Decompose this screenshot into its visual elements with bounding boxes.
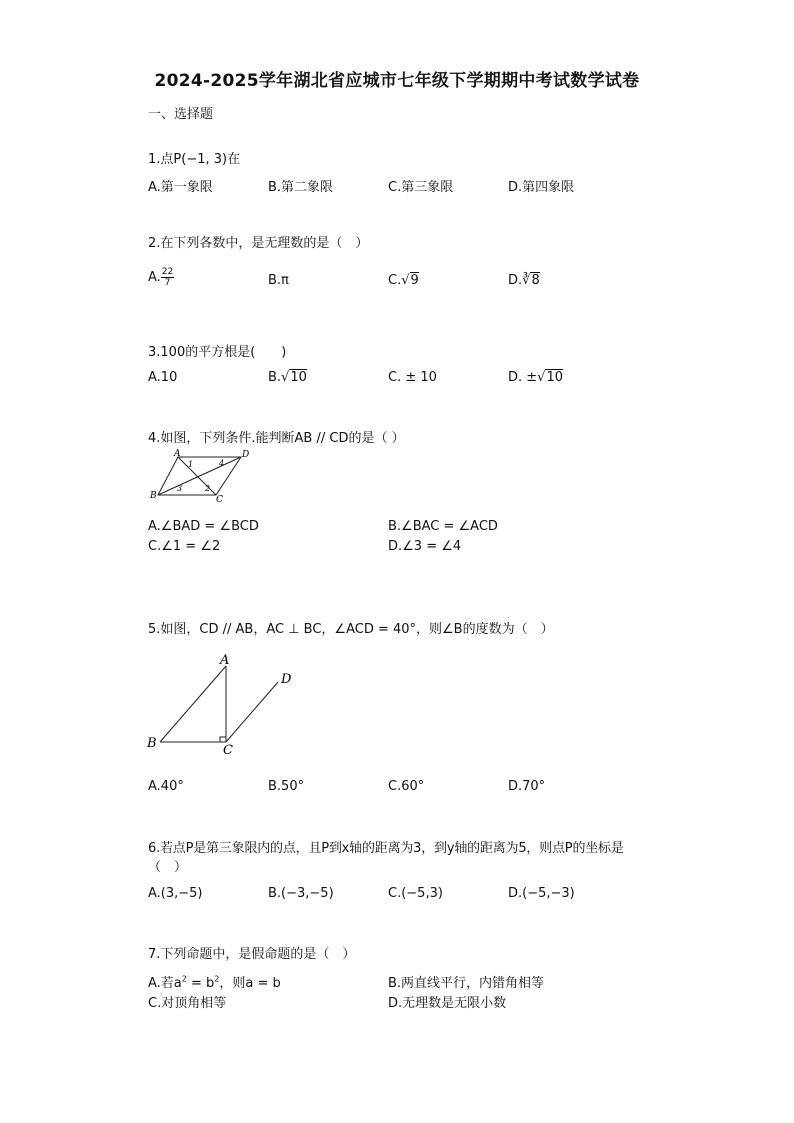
question-5-option-c: C.60° [388,779,425,794]
label-angle-2: 2 [205,484,211,493]
option-prefix: D.∛ [508,273,531,288]
question-6-stem-continued: （ ） [148,860,188,875]
label-c: C [223,743,233,758]
page-title: 2024-2025学年湖北省应城市七年级下学期期中考试数学试卷 [154,71,640,91]
option-letter: A. [148,270,161,285]
question-6-option-c: C.(−5,3) [388,886,443,901]
question-3-option-a: A.10 [148,370,178,385]
question-7-option-b: B.两直线平行，内错角相等 [388,976,545,991]
question-6-option-a: A.(3,−5) [148,886,203,901]
label-d: D [281,672,292,687]
label-angle-4: 4 [219,459,225,468]
question-6-stem: 6.若点P是第三象限内的点，且P到x轴的距离为3，到y轴的距离为5，则点P的坐标是 [148,841,624,856]
label-angle-3: 3 [177,484,183,493]
segment-cd [226,682,278,742]
option-prefix: D. ±√ [508,370,546,385]
radicand: 10 [290,370,307,385]
label-a: A [220,653,230,668]
question-7-option-d: D.无理数是无限小数 [388,996,507,1011]
question-2-stem: 2.在下列各数中，是无理数的是（ ） [148,236,369,251]
label-b: B [147,736,157,751]
question-7-option-a [148,972,281,991]
diagonal-ac [178,457,216,495]
option-text: ，则a = b [219,976,281,991]
radicand: 8 [531,273,540,288]
question-3-option-b [268,370,307,385]
option-prefix: B.√ [268,370,290,385]
exponent: 2 [181,974,187,984]
radicand: 10 [546,370,563,385]
question-2-option-a [148,267,174,288]
radicand: 9 [410,273,419,288]
question-3-option-c: C. ± 10 [388,370,437,385]
question-6-option-b: B.(−3,−5) [268,886,334,901]
triangle-figure [140,648,310,758]
question-1-option-c: C.第三象限 [388,180,454,195]
question-6-option-d: D.(−5,−3) [508,886,575,901]
parallelogram-figure [148,448,258,504]
question-4-option-b: B.∠BAC = ∠ACD [388,519,498,534]
question-5-option-d: D.70° [508,779,546,794]
label-b: B [150,491,157,501]
question-4-stem: 4.如图，下列条件.能判断AB // CD的是（ ） [148,431,405,446]
option-text: = b [186,976,215,991]
question-1-option-b: B.第二象限 [268,180,334,195]
question-4-option-c: C.∠1 = ∠2 [148,539,221,554]
question-2-option-b: B.π [268,273,289,288]
segment-ab [160,666,226,742]
question-7-option-c: C.对顶角相等 [148,996,227,1011]
exponent: 2 [214,974,220,984]
label-a: A [174,449,181,459]
question-2-option-d [508,273,540,288]
section-heading: 一、选择题 [148,107,214,122]
fraction-numerator: 22 [161,267,174,277]
right-angle-mark [220,737,226,742]
question-7-stem: 7.下列命题中，是假命题的是（ ） [148,947,356,962]
fraction [161,267,174,288]
question-2-option-c [388,273,419,288]
option-text: A.若a [148,976,182,991]
question-5-stem: 5.如图，CD // AB，AC ⊥ BC，∠ACD = 40°，则∠B的度数为（ ） [148,622,554,637]
question-1-option-d: D.第四象限 [508,180,575,195]
question-5-option-a: A.40° [148,779,184,794]
question-4-option-d: D.∠3 = ∠4 [388,539,462,554]
question-4-option-a: A.∠BAD = ∠BCD [148,519,259,534]
option-prefix: C.√ [388,273,410,288]
question-3-stem: 3.100的平方根是( ) [148,345,287,360]
label-angle-1: 1 [188,460,194,469]
question-5-option-b: B.50° [268,779,305,794]
fraction-denominator: 7 [164,278,171,288]
label-d: D [242,450,250,460]
question-3-option-d [508,370,563,385]
question-1-option-a: A.第一象限 [148,180,213,195]
label-c: C [216,495,223,504]
question-1-stem: 1.点P(−1, 3)在 [148,152,241,167]
